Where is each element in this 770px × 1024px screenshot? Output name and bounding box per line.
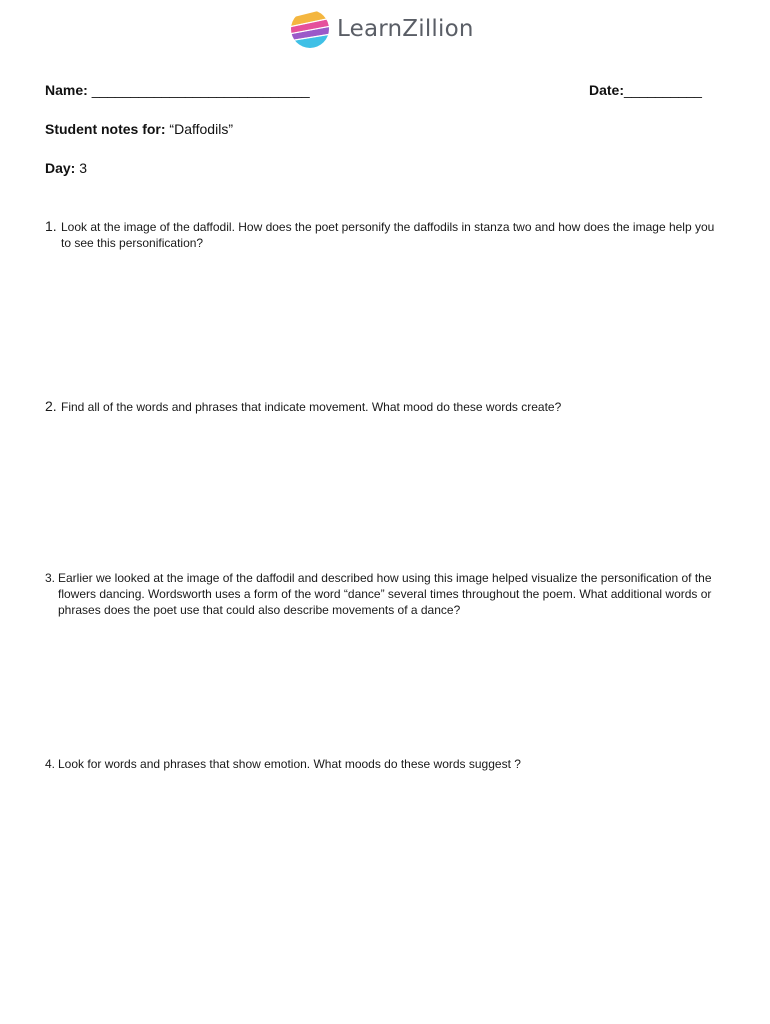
question-text: Look at the image of the daffodil. How does the poet personify the daffodils in stanza two and how does the image help you to see this personification? xyxy=(61,220,715,250)
student-notes-line xyxy=(45,120,233,138)
name-blank: ____________________________ xyxy=(91,82,310,98)
date-label: Date: xyxy=(589,82,625,98)
date-blank: __________ xyxy=(624,82,702,98)
question-number: 4. xyxy=(45,757,56,771)
name-label: Name: xyxy=(45,82,88,98)
day-label: Day: xyxy=(45,160,76,176)
name-field xyxy=(45,81,310,99)
globe-logo-icon xyxy=(290,9,330,49)
notes-label: Student notes for: xyxy=(45,121,166,137)
question-2 xyxy=(45,399,720,415)
date-field xyxy=(589,81,702,99)
question-number: 2. xyxy=(45,398,57,414)
logo-wordmark: LearnZillion xyxy=(337,16,474,42)
question-4 xyxy=(45,756,720,772)
question-text: Earlier we looked at the image of the daffodil and described how using this image helped visualize the personification of the flowers dancing. Wordsworth uses a form of the word “dance” several times throughout the poem. What additional words or phrases does the poet use that could also describe movements of a dance? xyxy=(58,571,712,617)
notes-value: “Daffodils” xyxy=(165,121,233,137)
question-1 xyxy=(45,219,720,251)
question-3 xyxy=(45,570,720,618)
question-number: 3. xyxy=(45,571,56,585)
day-line xyxy=(45,159,87,177)
learnzillion-logo xyxy=(290,8,474,50)
question-number: 1. xyxy=(45,218,57,234)
question-text: Look for words and phrases that show emotion. What moods do these words suggest ? xyxy=(58,757,521,771)
day-value: 3 xyxy=(75,160,88,176)
question-text: Find all of the words and phrases that indicate movement. What mood do these words create? xyxy=(61,400,562,414)
